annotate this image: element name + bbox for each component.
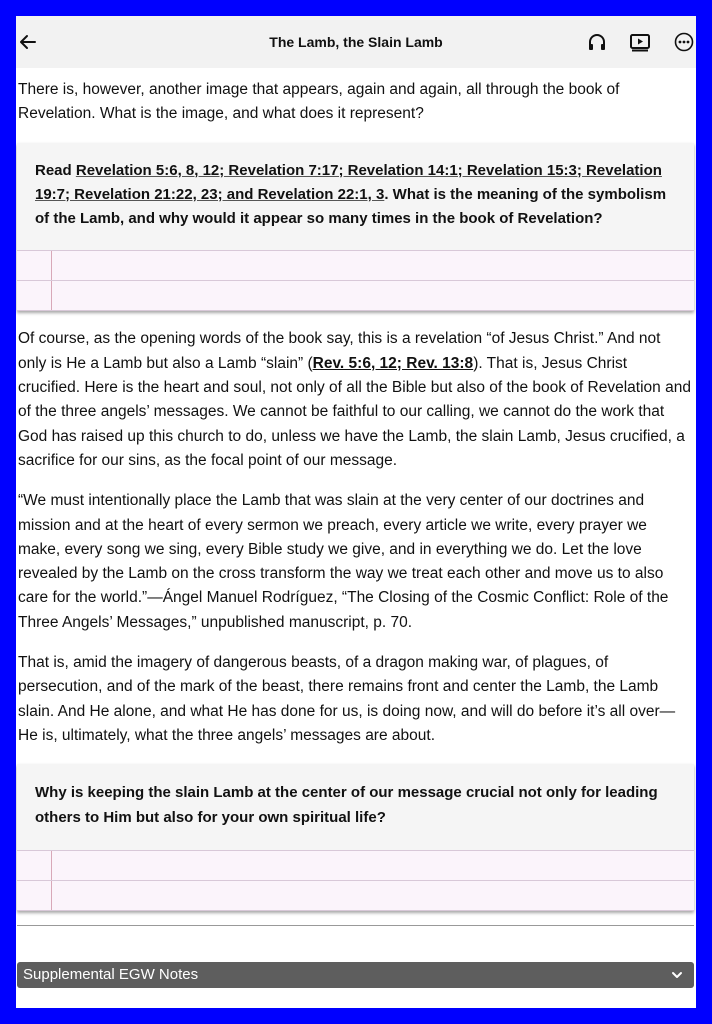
answer-area-2[interactable] xyxy=(17,850,694,911)
section-divider xyxy=(17,925,694,926)
answer-line[interactable] xyxy=(17,251,694,281)
back-arrow-icon[interactable] xyxy=(16,30,40,54)
reader-frame xyxy=(16,16,696,1008)
paragraph-2: “We must intentionally place the Lamb that was slain at the very center of our doctrines and mission and at the heart of every sermon we preach, every article we write, every prayer we make, every song we sing, every Bible study we give, and in everything we do. Let the love revealed by the Lamb on the cross transform the way we treat each other and move us to also care for the world.”—Ángel Manuel Rodríguez, “The Closing of the Cosmic Conflict: Role of the Three Angels’ Messages,” unpublished manuscript, p. 70. xyxy=(18,492,669,631)
play-video-icon[interactable] xyxy=(629,31,651,53)
answer-line[interactable] xyxy=(17,851,694,881)
supplemental-notes-label: Supplemental EGW Notes xyxy=(23,966,199,983)
question-1-text: Read Revelation 5:6, 8, 12; Revelation 7:17; Revelation 14:1; Revelation 15:3; Revelation 19:7; Revelation 21:22, 23; and Revelation 22:1, 3. What is the meaning of the symbolism of the Lamb, and why would it appear so many times in the book of Revelation? xyxy=(35,161,667,228)
scripture-link[interactable]: Rev. 5:6, 12; Rev. 13:8 xyxy=(312,354,474,372)
intro-paragraph: There is, however, another image that appears, again and again, all through the book of Revelation. What is the image, and what does it represent? xyxy=(18,81,620,123)
question-box-1 xyxy=(17,143,694,312)
answer-line[interactable] xyxy=(17,281,694,311)
headphones-icon[interactable] xyxy=(586,31,608,53)
answer-area-1[interactable] xyxy=(17,250,694,311)
top-bar xyxy=(16,16,696,68)
answer-line[interactable] xyxy=(17,881,694,911)
question-box-2 xyxy=(17,764,694,911)
supplemental-notes-toggle[interactable] xyxy=(17,962,694,988)
scripture-links[interactable]: Revelation 5:6, 8, 12; Revelation 7:17; Revelation 14:1; Revelation 15:3; Revelation 19:7; Revelation 21:22, 23; and Revelation 22:1, 3 xyxy=(35,161,662,203)
question-2-text: Why is keeping the slain Lamb at the center of our message crucial not only for leading others to Him but also for your own spiritual life? xyxy=(35,784,658,826)
paragraph-1: Of course, as the opening words of the book say, this is a revelation “of Jesus Christ.” And not only is He a Lamb but also a Lamb “slain” (Rev. 5:6, 12; Rev. 13:8). That is, Jesus Christ crucified. Here is the heart and soul, not only of all the Bible but also of the book of Revelation and of the three angels’ messages. We cannot be faithful to our calling, we cannot do the work that God has raised up this church to do, unless we have the Lamb, the slain Lamb, Jesus crucified, a sacrifice for our sins, as the focal point of our message. xyxy=(18,330,691,469)
chevron-down-icon xyxy=(670,968,684,982)
more-options-icon[interactable] xyxy=(673,31,695,53)
page-title: The Lamb, the Slain Lamb xyxy=(269,34,443,50)
lesson-content xyxy=(17,68,694,926)
paragraph-3: That is, amid the imagery of dangerous beasts, of a dragon making war, of plagues, of persecution, and of the mark of the beast, there remains front and center the Lamb, the Lamb slain. And He alone, and what He has done for us, is doing now, and will do before it’s all over—He is, ultimately, what the three angels’ messages are about. xyxy=(18,654,676,744)
